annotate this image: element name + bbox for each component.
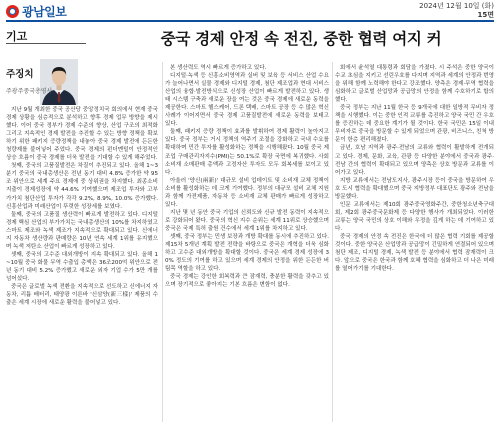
paragraph: 중국 정부는 지난 11월 한국 등 9개국에 대한 일방적 무비자 정책을 시행했다. 이는 중한 인적 교류를 촉진하고 양국 국민 간 우호를 증진하는 데 중요한 계기가 될 것이다. 한국 국민은 15일 이내 무비자로 중국을 방문할 수 있게 되었으며 관광, 비즈니스, 친척 방문이 한층 편리해졌다. [335,105,494,144]
paragraph: 지난 몇 년 동안 중국 기업의 신뢰도와 신규 발전 동력이 지속적으로 강화되어 왔다. 중국의 혁신 지수 순위는 세계 11위로 상승했으며 중국은 국제 특허 출원 건수에서 세계 1위를 차지하고 있다. [165,209,329,232]
paragraph: 회에서 윤석열 대통령과 회담을 가졌다. 시 주석은 중한 양국이 수교 초심을 지키고 선린우호를 다지며 지역과 세계의 안정과 번영을 위해 함께 노력해야 한다고 강조했다. 양측은 경제·무역 협력을 심화하고 글로벌 산업망과 공급망의 안정을 함께 수호하기로 합의했다. [335,65,494,104]
paragraph: 금년, 호남 지역과 광주·전남의 교류와 협력이 활발하게 전개되고 있다. 경제, 문화, 교육, 관광 등 다양한 분야에서 중국과 광주·전남 간의 협력이 확대되고 있으며 양측은 상호 방문과 교류를 이어가고 있다. [335,145,494,176]
section-rule [6,43,86,44]
masthead-rule [6,20,494,22]
paragraph: 둘째, 패키지 증량 정책이 효과를 발휘하여 경제 활력이 높아지고 있다. 중국 정부는 거시 정책의 역주기 조절을 강화하고 국내 수요를 확대하며 민간 투자를 활성화하는 정책을 시행해왔다. 10월 중국 제조업 구매관리자지수(PMI)는 50.1%로 확장 국면에 복귀했다. 사회소비재 소매판매 총액과 고정자산 투자도 모두 회복세를 보이고 있다. [165,129,329,176]
paragraph: 중국 경제는 강인한 회복력과 큰 잠재력, 충분한 활력을 갖추고 있으며 장기적으로 좋아지는 기본 흐름은 변함이 없다. [165,274,329,289]
article-body [6,54,494,426]
masthead [0,0,500,20]
paragraph: 셋째, 중국 정부는 민생 보장과 개방 확대를 동시에 추진하고 있다. 제15차 5개년 계획 발전 전략을 바탕으로 중국은 개혁을 더욱 심화하고 고수준 대외개방을 확대할 것이다. 중국은 세계 경제 성장에 30% 정도의 기여를 하고 있으며 세계 경제의 안정을 위한 든든한 버팀목 역할을 하고 있다. [165,233,329,273]
logo-icon [6,5,19,18]
logo-text: 광남일보 [22,5,67,19]
paragraph: 중국 경제의 안정 속 전진은 한국에 더 많은 협력 기회를 제공할 것이다. 중한 양국은 산업망과 공급망이 긴밀하게 연결되어 있으며 첨단 제조, 디지털 경제, 녹색 발전 등 분야에서 협력 잠재력이 크다. 앞으로 중국은 한국과 함께 호혜 협력을 심화하고 더 나은 미래를 열어가기를 기대한다. [335,233,494,273]
paragraph: 본 생산력도 역시 빠르게 증가하고 있다. [170,65,267,71]
paragraph: 둘째, 중국의 고품질 생산력이 빠르게 발전하고 있다. 디지털 경제 핵심 산업의 부가가치는 국내총생산의 10%를 차지하였고 스마트 제조와 녹색 제조가 지속적으로 확대되고 있다. 신에너지 자동차 생산량과 판매량은 10년 연속 세계 1위를 유지했으며 녹색 저탄소 산업이 빠르게 성장하고 있다. [6,211,158,250]
dateline [419,2,494,20]
article-column-2 [165,64,329,424]
paragraph: 인문 교류에서는 제10회 광주중국영화주간, 중한청소년축구대회, 제2회 광주중국문화제 등 다양한 행사가 개최되었다. 이러한 교류는 양국 국민의 상호 이해와 우정을 깊게 하는 데 기여하고 있다. [335,201,494,232]
paragraph: 지난 9월 개최한 중국 공산당 중앙정치국 회의에서 현재 중국 경제 상황을 심층적으로 분석하고 향후 경제 업무 방향을 제시했다. 이어 중국 정부가 경제 수준의 향상, 산업 구조의 최적화 그리고 지속적인 경제 발전을 추진할 수 있는 방향 정책을 확보하기 위한 패키지 증량정책을 내놓아 중국 경제 발전에 든든한 청량제를 불어넣어 주었다. 중국 경제의 펀더멘털이 안정적인 상승 흐름이 중국 경제를 더욱 발전을 기대할 수 있게 해주었다. [6,107,158,162]
paragraph: 중국은 글로벌 녹색 전환을 지속적으로 선도하고 신에너지 자동차, 리튬 배터리, 태양광 이른바 '신삼양(新三樣)' 제품의 수출은 세계 시장에 새로운 활력을 불어넣고 있다. [6,284,158,307]
issue-date: 2024년 12월 10일 (화) [419,2,494,10]
article-column-3 [335,64,494,424]
paragraph: 첫째, 중국의 고품질발전은 차질이 추진되고 있다. 올해 1~3분기 중국의 국내총생산은 전년 동기 대비 4.8% 증가한 약 95조 위안으로 세계 주요 경제에 중 상위권을 차지했다. 최종소비지출이 경제성장에 약 44.6% 기여했으며 제조업 투자와 고부가가치 첨단산업 투자가 각각 9.2%, 8.9%, 10.0% 증가했다. 신흥산업과 미래산업이 뚜렷한 성장세를 보였다. [6,163,158,210]
author-name: 주징치 [6,69,34,80]
page-number: 15면 [477,11,494,19]
paragraph: 셋째, 중국의 고수준 대외개방이 지속 확대되고 있다. 올해 1~10월 중국 화물 무역 수출입 총액은 36조200억 위안으로 전년 동기 대비 5.2% 증가했고 새로운 외자 기업 수가 5만 개를 넘어섰다. [6,251,158,282]
paragraph: 디지털·녹색 등 신흥소비영역과 실버 및 보육 등 서비스 산업 수요가 늘어나면서 실물 경제와 디지털 경제, 첨단 제조업과 현대 서비스 산업의 융합·발전방식으로 신성장 산업이 빠르게 발전하고 있다. 생태 시스템 구축과 새로운 장을 여는 것은 중국 경제에 새로운 동력을 제공한다. 스마트 헬스케어, 드론 택배, 스마트 공장 등 수 많은 혁신 사례가 이어지면서 중국 경제 고품질발전에 새로운 동력을 보태고 있다. [165,73,329,128]
paragraph: 지방 교류에서는 전남도지사, 광주시장 등이 중국을 방문하여 우호 도시 협력을 확대했으며 중국 지방정부 대표단도 광주와 전남을 방문했다. [335,177,494,200]
author-title: 주광주중국총영사 [6,88,53,95]
article-headline: 중국 경제 안정 속 전진, 중한 협력 여지 커 [160,29,442,48]
newspaper-logo[interactable] [6,3,66,20]
section-label: 기고 [6,30,28,43]
article-column-1 [6,106,158,424]
paragraph: 아울러 '양신(兩新)' 대규모 설비 업데이트 및 소비재 교체 정책이 소비를 활성화하는 데 크게 기여했다. 정부의 대규모 설비 교체 지원과 함께 가전제품, 자동차 등 소비재 교체 판매가 빠르게 성장하고 있다. [165,177,329,208]
